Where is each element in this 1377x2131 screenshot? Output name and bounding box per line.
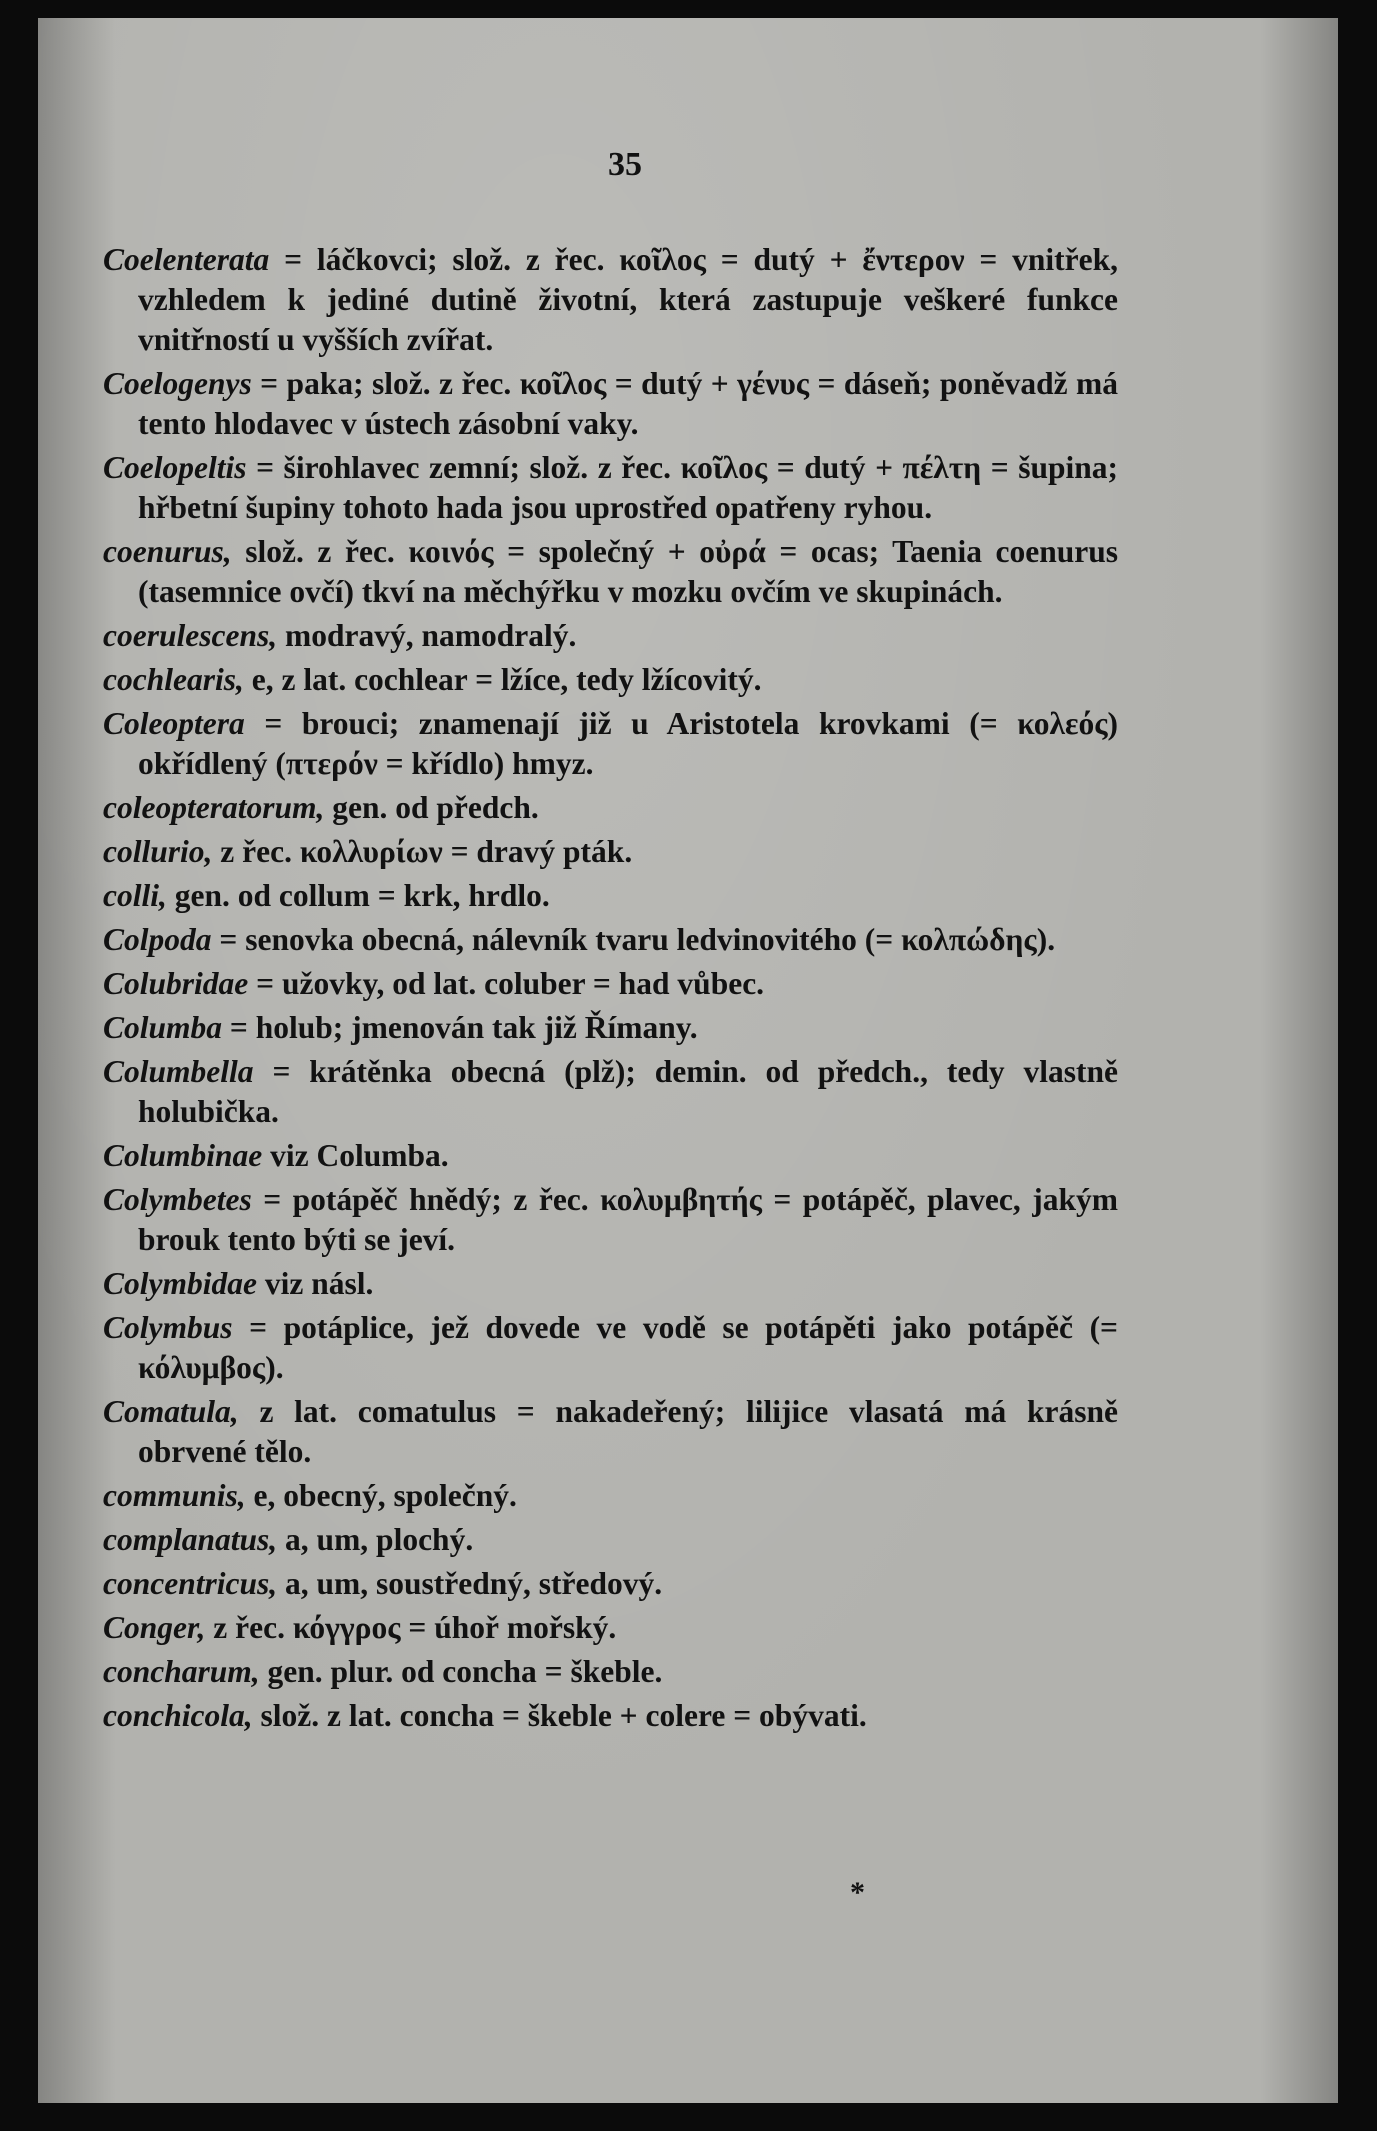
entry-definition: = senovka obecná, nálevník tvaru ledvinovitého (= κολπώδης). [219,922,1056,957]
entry-term: Colpoda [103,922,212,957]
entry-definition: viz násl. [264,1266,374,1301]
entry-term: coenurus, [103,534,232,569]
entry-term: collurio, [103,834,213,869]
entry-definition: gen. plur. od concha = škeble. [267,1654,663,1689]
entry-definition: z lat. comatulus = nakadeřený; lilijice vlasatá má krásně obrvené tělo. [138,1394,1119,1469]
end-mark: * [850,1876,865,1909]
dictionary-entry [103,1136,1118,1176]
dictionary-entry [103,1696,1118,1736]
dictionary-entry [103,448,1118,528]
dictionary-entry [103,964,1118,1004]
entry-definition: gen. od collum = krk, hrdlo. [174,878,550,913]
dictionary-entry [103,364,1118,444]
dictionary-entry [103,1520,1118,1560]
dictionary-entry [103,616,1118,656]
entry-term: Coelenterata [103,242,270,277]
entry-term: Colymbetes [103,1182,252,1217]
entry-definition: z řec. κόγγρος = úhoř mořský. [213,1610,617,1645]
dictionary-entry [103,1180,1118,1260]
book-page [38,18,1338,2103]
entry-term: communis, [103,1478,246,1513]
entry-definition: modravý, namodralý. [284,618,577,653]
dictionary-entry [103,788,1118,828]
dictionary-entry [103,1564,1118,1604]
entry-term: coerulescens, [103,618,278,653]
entry-term: conchicola, [103,1698,253,1733]
entry-definition: = láčkovci; slož. z řec. κοῖλος = dutý + ἔντερον = vnitřek, vzhledem k jediné dutině životní, která zastupuje veškeré funkce vnitřností u vyšších zvířat. [138,242,1118,357]
dictionary-entry [103,1608,1118,1648]
entry-definition: z řec. κολλυρίων = dravý pták. [220,834,633,869]
entry-definition: = holub; jmenován tak již Římany. [229,1010,698,1045]
entry-term: Colubridae [103,966,249,1001]
entry-definition: a, um, soustředný, středový. [285,1566,663,1601]
entry-term: Conger, [103,1610,206,1645]
dictionary-entry [103,660,1118,700]
dictionary-entry [103,876,1118,916]
dictionary-entry [103,1008,1118,1048]
entry-term: Coleoptera [103,706,245,741]
entry-term: Columbella [103,1054,254,1089]
entry-term: coleopteratorum, [103,790,325,825]
entry-definition: slož. z lat. concha = škeble + colere = obývati. [260,1698,867,1733]
dictionary-entry [103,1652,1118,1692]
entry-definition: = paka; slož. z řec. κοῖλος = dutý + γένυς = dáseň; poněvadž má tento hlodavec v ústech zásobní vaky. [138,366,1119,441]
entry-term: colli, [103,878,167,913]
entry-definition: = potápěč hnědý; z řec. κολυμβητής = potápěč, plavec, jakým brouk tento býti se jeví. [138,1182,1118,1257]
dictionary-entries [103,240,1118,1740]
entry-term: Colymbidae [103,1266,257,1301]
entry-definition: = brouci; znamenají již u Aristotela krovkami (= κολεός) okřídlený (πτερόν = křídlo) hmyz. [138,706,1119,781]
dictionary-entry [103,920,1118,960]
entry-term: complanatus, [103,1522,278,1557]
dictionary-entry [103,532,1118,612]
entry-definition: a, um, plochý. [285,1522,474,1557]
entry-definition: e, obecný, společný. [253,1478,517,1513]
entry-term: concharum, [103,1654,260,1689]
entry-definition: = krátěnka obecná (plž); demin. od předch., tedy vlastně holubička. [138,1054,1118,1129]
dictionary-entry [103,1392,1118,1472]
entry-definition: slož. z řec. κοινός = společný + οὐρά = ocas; Taenia coenurus (tasemnice ovčí) tkví na měchýřku v mozku ovčím ve skupinách. [138,534,1119,609]
dictionary-entry [103,1264,1118,1304]
entry-term: Coelopeltis [103,450,247,485]
dictionary-entry [103,704,1118,784]
dictionary-entry [103,1476,1118,1516]
entry-term: Coelogenys [103,366,252,401]
entry-definition: e, z lat. cochlear = lžíce, tedy lžícovitý. [251,662,762,697]
entry-term: concentricus, [103,1566,278,1601]
entry-definition: = užovky, od lat. coluber = had vůbec. [256,966,765,1001]
entry-definition: viz Columba. [270,1138,449,1173]
dictionary-entry [103,1308,1118,1388]
dictionary-entry [103,240,1118,360]
page-number: 35 [608,146,642,183]
entry-definition: = potáplice, jež dovede ve vodě se potápěti jako potápěč (= κόλυμβος). [138,1310,1119,1385]
entry-definition: gen. od předch. [332,790,539,825]
entry-term: Columba [103,1010,223,1045]
dictionary-entry [103,832,1118,872]
entry-term: Colymbus [103,1310,233,1345]
entry-definition: = širohlavec zemní; slož. z řec. κοῖλος = dutý + πέλτη = šupina; hřbetní šupiny tohoto hada jsou uprostřed opatřeny ryhou. [138,450,1119,525]
dictionary-entry [103,1052,1118,1132]
entry-term: Comatula, [103,1394,239,1429]
entry-term: cochlearis, [103,662,244,697]
entry-term: Columbinae [103,1138,263,1173]
